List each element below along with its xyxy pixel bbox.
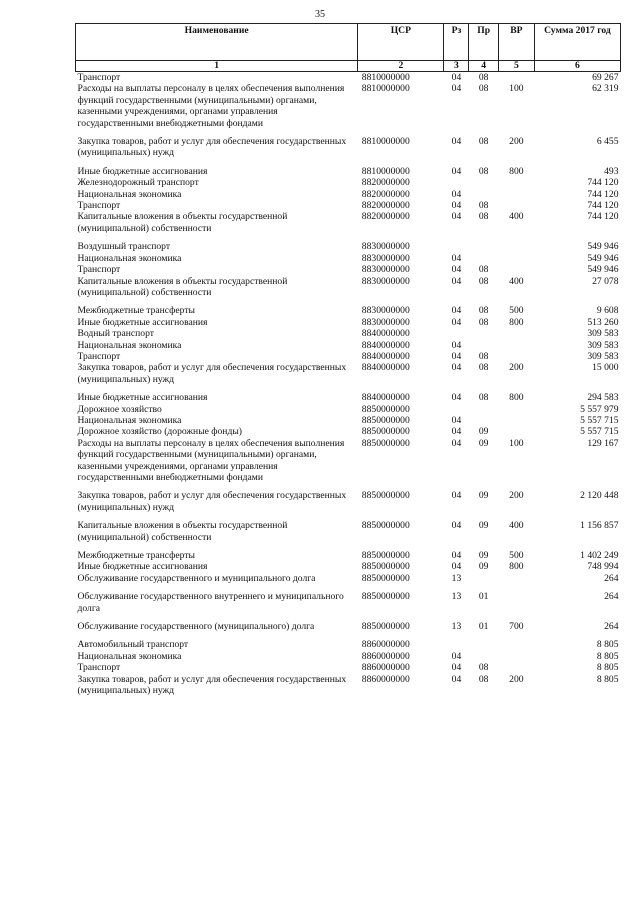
table-row: [76, 550, 621, 561]
cell-name: Капитальные вложения в объекты государственной (муниципальной) собственности: [77, 520, 288, 543]
cell-csr: 8850000000: [361, 426, 410, 438]
table-row: [76, 253, 621, 264]
table-row: [76, 674, 621, 697]
cell-name: Обслуживание государственного (муниципального) долга: [77, 621, 315, 633]
cell-rz: 04: [451, 426, 462, 438]
cell-csr: 8830000000: [361, 252, 410, 264]
table-row: [76, 72, 621, 84]
cell-rz: 04: [451, 392, 462, 404]
header-vr: ВР: [498, 24, 534, 61]
cell-pr: 08: [478, 275, 489, 287]
cell-pr: 09: [478, 437, 489, 449]
cell-pr: 08: [478, 83, 489, 95]
table-row: [76, 276, 621, 306]
cell-vr: [498, 404, 534, 415]
table-row: [76, 573, 621, 591]
cell-name: Водный транспорт: [77, 328, 154, 340]
cell-name: Транспорт: [77, 72, 121, 83]
table-row: [76, 83, 621, 136]
cell-rz: 04: [451, 437, 462, 449]
cell-pr: 08: [478, 673, 489, 685]
cell-vr: [498, 639, 534, 650]
cell-sum: 5 557 715: [580, 426, 619, 438]
cell-csr: 8850000000: [361, 403, 410, 415]
header-name: Наименование: [76, 24, 358, 61]
cell-sum: 264: [604, 591, 619, 603]
cell-csr: 8840000000: [361, 362, 410, 374]
cell-vr: 200: [509, 490, 524, 502]
cell-pr: 09: [478, 520, 489, 532]
cell-rz: 04: [451, 350, 462, 362]
table-row: [76, 591, 621, 621]
cell-sum: 8 805: [596, 650, 619, 662]
table-row: [76, 404, 621, 415]
cell-pr: 01: [478, 621, 489, 633]
cell-vr: [498, 573, 534, 591]
table-body: [76, 72, 621, 697]
cell-pr: [469, 651, 498, 662]
table-row: [76, 392, 621, 403]
cell-sum: 69 267: [592, 72, 619, 83]
cell-sum: 8 805: [596, 639, 619, 651]
cell-sum: 744 120: [587, 211, 619, 223]
cell-pr: 09: [478, 561, 489, 573]
column-number: 5: [498, 61, 534, 72]
cell-sum: 549 946: [587, 241, 619, 253]
cell-pr: [469, 253, 498, 264]
table-row: [76, 662, 621, 673]
budget-table: [75, 23, 621, 697]
cell-pr: 08: [478, 392, 489, 404]
cell-csr: 8830000000: [361, 305, 410, 317]
cell-name: Национальная экономика: [77, 339, 182, 351]
table-row: [76, 189, 621, 200]
cell-vr: [498, 662, 534, 673]
cell-name: Межбюджетные трансферты: [77, 305, 195, 317]
cell-name: Транспорт: [77, 350, 121, 362]
cell-name: Закупка товаров, работ и услуг для обеспечения государственных (муниципальных) нужд: [77, 362, 347, 385]
cell-rz: 13: [451, 591, 462, 603]
cell-sum: 309 583: [587, 328, 619, 340]
cell-csr: 8840000000: [361, 339, 410, 351]
cell-name: Транспорт: [77, 264, 121, 276]
cell-sum: 1 156 857: [580, 520, 619, 532]
cell-rz: 04: [451, 188, 462, 200]
cell-rz: 04: [451, 339, 462, 351]
cell-sum: 744 120: [587, 200, 619, 212]
column-number: 4: [469, 61, 498, 72]
cell-csr: 8850000000: [361, 520, 410, 532]
cell-vr: [498, 189, 534, 200]
cell-vr: 800: [509, 165, 524, 177]
cell-name: Капитальные вложения в объекты государственной (муниципальной) собственности: [77, 275, 288, 298]
table-row: [76, 362, 621, 392]
cell-vr: 800: [509, 392, 524, 404]
cell-name: Автомобильный транспорт: [77, 639, 189, 651]
cell-rz: [444, 639, 469, 650]
column-number: 3: [444, 61, 469, 72]
table-row: [76, 651, 621, 662]
cell-name: Закупка товаров, работ и услуг для обеспечения государственных (муниципальных) нужд: [77, 490, 347, 513]
cell-name: Иные бюджетные ассигнования: [77, 316, 208, 328]
cell-csr: 8830000000: [361, 316, 410, 328]
cell-csr: 8860000000: [361, 639, 410, 651]
cell-pr: 01: [478, 591, 489, 603]
cell-csr: 8850000000: [361, 490, 410, 502]
cell-vr: [498, 591, 534, 621]
cell-pr: [469, 328, 498, 339]
cell-sum: 6 455: [596, 136, 619, 148]
cell-csr: 8860000000: [361, 673, 410, 685]
cell-name: Национальная экономика: [77, 414, 182, 426]
table-row: [76, 351, 621, 362]
cell-rz: 04: [451, 414, 462, 426]
cell-rz: 04: [451, 662, 462, 674]
cell-sum: 5 557 979: [580, 403, 619, 415]
cell-sum: 549 946: [587, 264, 619, 276]
cell-name: Закупка товаров, работ и услуг для обеспечения государственных (муниципальных) нужд: [77, 136, 347, 159]
cell-rz: 04: [451, 200, 462, 212]
table-row: [76, 317, 621, 328]
cell-rz: 04: [451, 83, 462, 95]
cell-vr: 800: [509, 561, 524, 573]
cell-rz: 04: [451, 252, 462, 264]
cell-rz: 04: [451, 550, 462, 562]
cell-pr: 08: [478, 362, 489, 374]
cell-sum: 748 994: [587, 561, 619, 573]
cell-rz: 13: [451, 572, 462, 584]
cell-sum: 309 583: [587, 339, 619, 351]
cell-vr: 800: [509, 316, 524, 328]
cell-csr: 8850000000: [361, 414, 410, 426]
cell-name: Расходы на выплаты персоналу в целях обеспечения выполнения функций государственными (муниципальными) органами, казенными учреждениями, органами управления государственными внебюджетными фондами: [77, 437, 345, 483]
cell-sum: 744 120: [587, 177, 619, 189]
cell-vr: 500: [509, 305, 524, 317]
cell-pr: 09: [478, 426, 489, 438]
cell-vr: 700: [509, 621, 524, 633]
table-row: [76, 639, 621, 650]
cell-pr: [469, 639, 498, 650]
cell-rz: 04: [451, 362, 462, 374]
cell-sum: 549 946: [587, 252, 619, 264]
cell-csr: 8850000000: [361, 437, 410, 449]
cell-pr: 08: [478, 316, 489, 328]
cell-pr: 08: [478, 136, 489, 148]
cell-csr: 8850000000: [361, 591, 410, 603]
cell-rz: [444, 177, 469, 188]
cell-pr: 08: [478, 72, 489, 83]
cell-sum: 15 000: [592, 362, 619, 374]
table-row: [76, 200, 621, 211]
cell-name: Закупка товаров, работ и услуг для обеспечения государственных (муниципальных) нужд: [77, 673, 347, 697]
table-row: [76, 520, 621, 550]
cell-name: Железнодорожный транспорт: [77, 177, 199, 189]
cell-rz: 04: [451, 520, 462, 532]
cell-pr: 08: [478, 305, 489, 317]
cell-rz: [444, 328, 469, 339]
cell-sum: 309 583: [587, 350, 619, 362]
page-number: 35: [315, 9, 325, 20]
cell-pr: 08: [478, 165, 489, 177]
cell-rz: 04: [451, 211, 462, 223]
table-row: [76, 264, 621, 275]
column-number-row: [76, 61, 621, 72]
column-number: 6: [534, 61, 620, 72]
cell-name: Транспорт: [77, 662, 121, 674]
cell-pr: 08: [478, 350, 489, 362]
cell-rz: 04: [451, 72, 462, 83]
cell-name: Иные бюджетные ассигнования: [77, 561, 208, 573]
table-row: [76, 490, 621, 520]
cell-sum: 294 583: [587, 392, 619, 404]
cell-csr: 8820000000: [361, 188, 410, 200]
cell-name: Дорожное хозяйство: [77, 403, 162, 415]
cell-csr: 8830000000: [361, 241, 410, 253]
cell-rz: 04: [451, 561, 462, 573]
header-row: [76, 24, 621, 61]
cell-csr: 8810000000: [361, 136, 410, 148]
cell-pr: [469, 177, 498, 188]
cell-vr: 200: [509, 136, 524, 148]
cell-vr: [498, 426, 534, 437]
cell-csr: 8840000000: [361, 392, 410, 404]
table-row: [76, 328, 621, 339]
cell-vr: [498, 253, 534, 264]
cell-name: Национальная экономика: [77, 650, 182, 662]
cell-rz: 04: [451, 136, 462, 148]
cell-pr: 08: [478, 200, 489, 212]
cell-pr: [469, 189, 498, 200]
cell-vr: [498, 340, 534, 351]
cell-vr: [498, 177, 534, 188]
cell-pr: 08: [478, 662, 489, 674]
cell-vr: [498, 415, 534, 426]
cell-sum: 129 167: [587, 437, 619, 449]
cell-vr: [498, 241, 534, 252]
cell-pr: [469, 340, 498, 351]
cell-pr: [469, 404, 498, 415]
cell-csr: 8820000000: [361, 200, 410, 212]
cell-vr: 400: [509, 275, 524, 287]
cell-rz: 04: [451, 673, 462, 685]
cell-pr: 08: [478, 264, 489, 276]
cell-name: Капитальные вложения в объекты государственной (муниципальной) собственности: [77, 211, 288, 234]
cell-name: Национальная экономика: [77, 252, 182, 264]
cell-name: Транспорт: [77, 200, 121, 212]
header-csr: ЦСР: [358, 24, 444, 61]
cell-pr: 09: [478, 550, 489, 562]
table-row: [76, 211, 621, 241]
table-row: [76, 177, 621, 188]
cell-pr: [469, 415, 498, 426]
cell-csr: 8840000000: [361, 350, 410, 362]
cell-rz: 04: [451, 490, 462, 502]
cell-csr: 8830000000: [361, 275, 410, 287]
cell-sum: 9 608: [596, 305, 619, 317]
cell-sum: 493: [604, 165, 619, 177]
cell-rz: 04: [451, 305, 462, 317]
cell-rz: 04: [451, 316, 462, 328]
cell-rz: [444, 241, 469, 252]
table-row: [76, 438, 621, 491]
cell-pr: [469, 573, 498, 591]
cell-csr: 8850000000: [361, 621, 410, 633]
cell-name: Расходы на выплаты персоналу в целях обеспечения выполнения функций государственными (муниципальными) органами, казенными учреждениями, органами управления государственными внебюджетными фондами: [77, 83, 345, 129]
cell-csr: 8810000000: [361, 83, 410, 95]
cell-vr: [498, 651, 534, 662]
cell-rz: 04: [451, 275, 462, 287]
table-row: [76, 415, 621, 426]
cell-csr: 8850000000: [361, 572, 410, 584]
cell-pr: 08: [478, 211, 489, 223]
cell-sum: 513 260: [587, 316, 619, 328]
cell-sum: 2 120 448: [580, 490, 619, 502]
header-rz: Рз: [444, 24, 469, 61]
cell-vr: 400: [509, 520, 524, 532]
cell-name: Иные бюджетные ассигнования: [77, 392, 208, 404]
cell-vr: [498, 328, 534, 339]
cell-sum: 744 120: [587, 188, 619, 200]
cell-vr: [498, 351, 534, 362]
table-row: [76, 241, 621, 252]
cell-sum: 264: [604, 621, 619, 633]
table-row: [76, 340, 621, 351]
table-row: [76, 426, 621, 437]
cell-rz: 04: [451, 650, 462, 662]
cell-name: Обслуживание государственного внутреннего и муниципального долга: [77, 591, 344, 614]
column-number: 2: [358, 61, 444, 72]
table-row: [76, 305, 621, 316]
cell-rz: 04: [451, 165, 462, 177]
table-row: [76, 166, 621, 177]
cell-name: Воздушный транспорт: [77, 241, 171, 253]
cell-rz: 13: [451, 621, 462, 633]
cell-name: Обслуживание государственного и муниципального долга: [77, 572, 316, 584]
cell-sum: 8 805: [596, 673, 619, 685]
cell-sum: 27 078: [592, 275, 619, 287]
cell-vr: 500: [509, 550, 524, 562]
cell-pr: 09: [478, 490, 489, 502]
cell-sum: 62 319: [592, 83, 619, 95]
cell-vr: [498, 200, 534, 211]
column-number: 1: [76, 61, 358, 72]
cell-rz: [444, 404, 469, 415]
cell-name: Дорожное хозяйство (дорожные фонды): [77, 426, 242, 438]
cell-vr: 200: [509, 362, 524, 374]
cell-sum: 1 402 249: [580, 550, 619, 562]
cell-name: Национальная экономика: [77, 188, 182, 200]
table-row: [76, 561, 621, 572]
table-row: [76, 621, 621, 639]
cell-csr: 8810000000: [361, 165, 410, 177]
cell-csr: 8810000000: [361, 72, 410, 83]
cell-vr: 200: [509, 673, 524, 685]
cell-rz: 04: [451, 264, 462, 276]
header-pr: Пр: [469, 24, 498, 61]
cell-sum: 5 557 715: [580, 414, 619, 426]
table-row: [76, 136, 621, 166]
cell-csr: 8850000000: [361, 550, 410, 562]
cell-csr: 8850000000: [361, 561, 410, 573]
cell-pr: [469, 241, 498, 252]
cell-name: Иные бюджетные ассигнования: [77, 165, 208, 177]
cell-csr: 8860000000: [361, 662, 410, 674]
cell-csr: 8840000000: [361, 328, 410, 340]
cell-vr: [498, 72, 534, 84]
cell-vr: 400: [509, 211, 524, 223]
cell-sum: 264: [604, 572, 619, 584]
cell-csr: 8830000000: [361, 264, 410, 276]
cell-csr: 8820000000: [361, 177, 410, 189]
cell-csr: 8820000000: [361, 211, 410, 223]
cell-vr: 100: [509, 83, 524, 95]
cell-vr: 100: [509, 437, 524, 449]
cell-name: Межбюджетные трансферты: [77, 550, 195, 562]
header-sum: Сумма 2017 год: [534, 24, 620, 61]
cell-csr: 8860000000: [361, 650, 410, 662]
cell-vr: [498, 264, 534, 275]
cell-sum: 8 805: [596, 662, 619, 674]
